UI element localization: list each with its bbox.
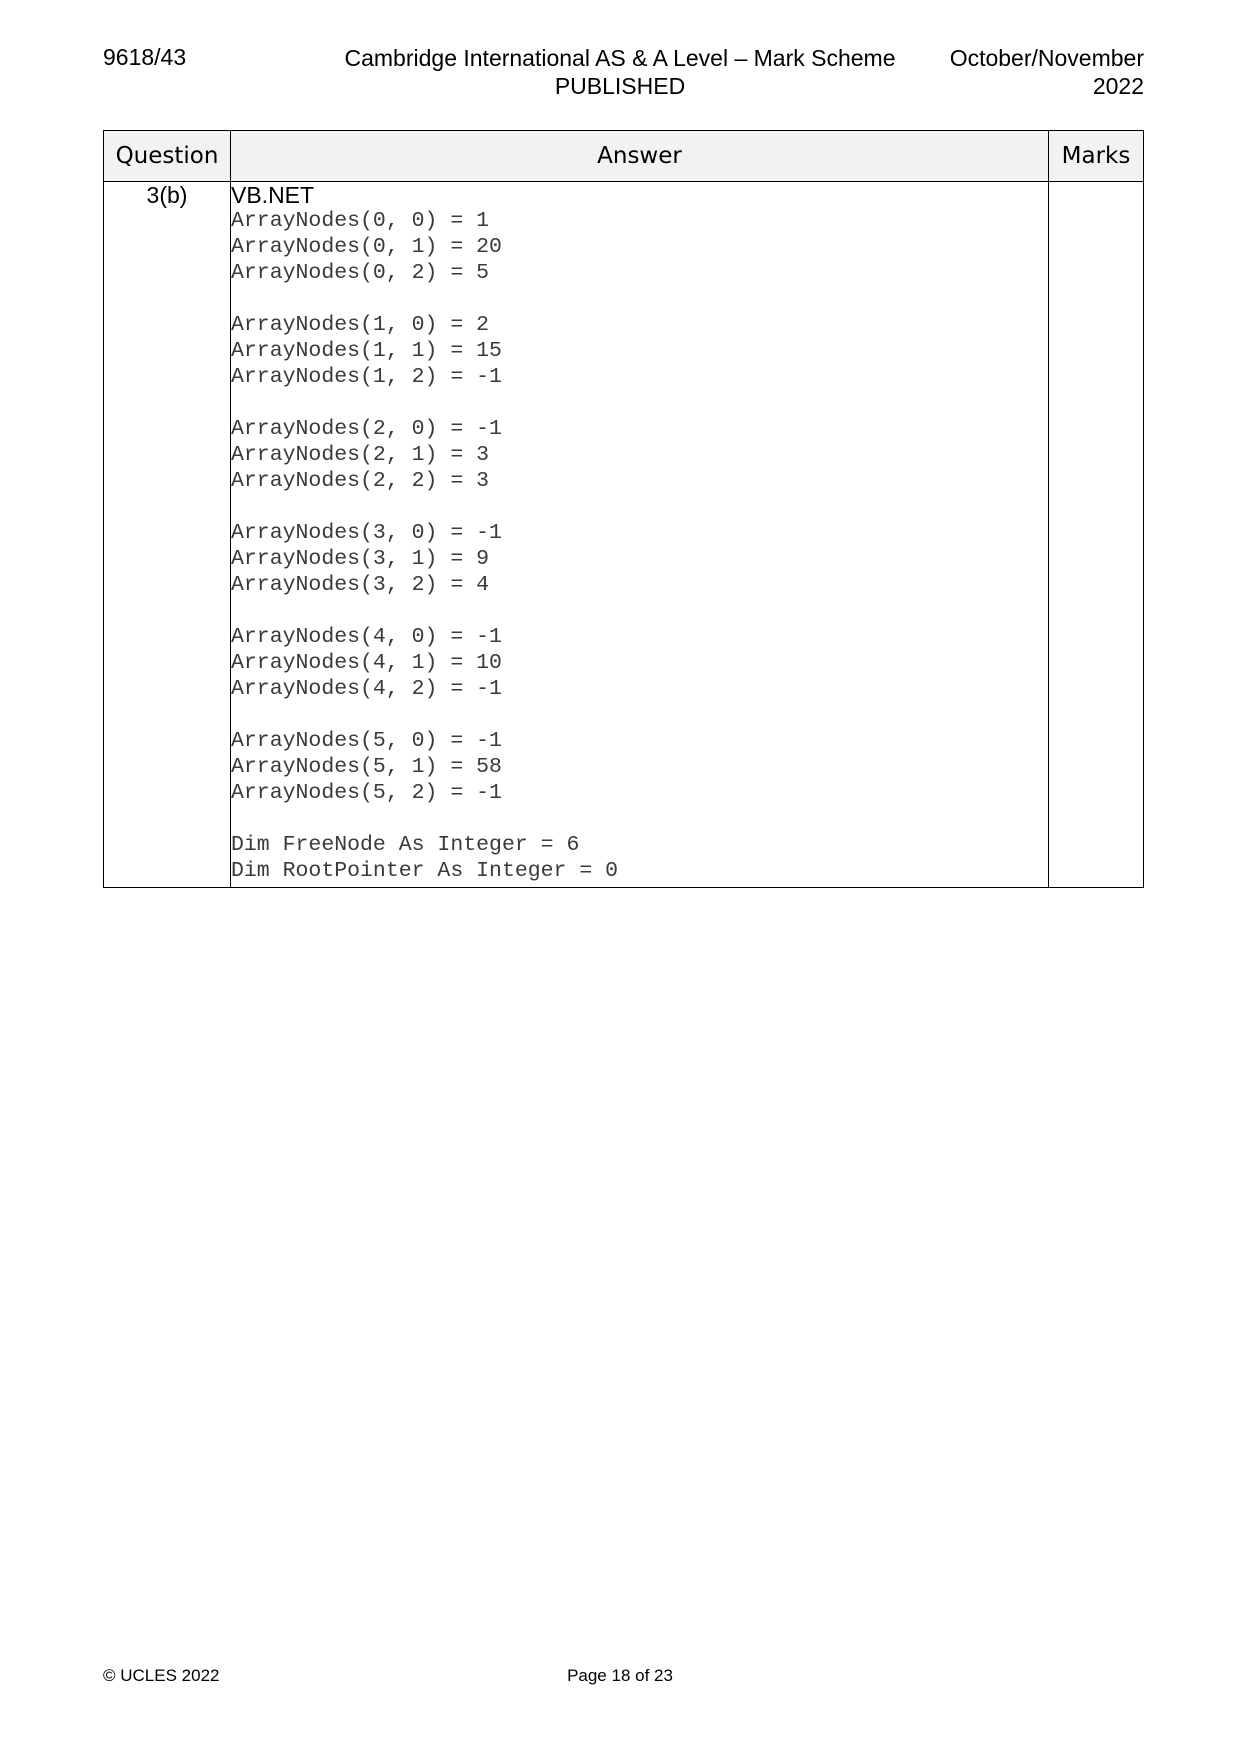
table-header-row: [104, 131, 1144, 182]
document-title: [330, 44, 910, 100]
code-line: ArrayNodes(3, 1) = 9: [231, 547, 490, 571]
code-line: ArrayNodes(5, 2) = -1: [231, 781, 502, 805]
session-line-2: 2022: [1092, 73, 1144, 99]
code-line: ArrayNodes(1, 2) = -1: [231, 365, 502, 389]
code-line: ArrayNodes(1, 0) = 2: [231, 313, 490, 337]
code-blank-line: [231, 390, 1048, 416]
session-line-1: October/November: [949, 45, 1144, 71]
code-line: ArrayNodes(5, 1) = 58: [231, 755, 502, 779]
code-line: ArrayNodes(2, 1) = 3: [231, 443, 490, 467]
marks-cell: [1049, 182, 1144, 888]
code-line: ArrayNodes(3, 0) = -1: [231, 521, 502, 545]
code-blank-line: [231, 286, 1048, 312]
code-line: Dim RootPointer As Integer = 0: [231, 859, 619, 883]
code-blank-line: [231, 494, 1048, 520]
copyright-notice: © UCLES 2022: [103, 1666, 220, 1685]
code-blank-line: [231, 702, 1048, 728]
exam-session: [950, 44, 1144, 100]
table-row: [104, 182, 1144, 888]
code-line: ArrayNodes(0, 0) = 1: [231, 209, 490, 233]
code-line: ArrayNodes(2, 0) = -1: [231, 417, 502, 441]
code-blank-line: [231, 598, 1048, 624]
page-number: Page 18 of 23: [567, 1666, 673, 1685]
title-line-1: Cambridge International AS & A Level – Mark Scheme: [344, 45, 896, 71]
code-line: ArrayNodes(1, 1) = 15: [231, 339, 502, 363]
code-listing: [231, 208, 1048, 884]
code-line: ArrayNodes(2, 2) = 3: [231, 469, 490, 493]
paper-code: 9618/43: [103, 44, 187, 70]
title-line-2: PUBLISHED: [554, 73, 686, 99]
code-line: ArrayNodes(4, 1) = 10: [231, 651, 502, 675]
answer-column-header: Answer: [231, 131, 1049, 182]
code-line: Dim FreeNode As Integer = 6: [231, 833, 580, 857]
code-line: ArrayNodes(3, 2) = 4: [231, 573, 490, 597]
language-label: VB.NET: [231, 182, 315, 208]
question-number: 3(b): [104, 182, 231, 888]
code-line: ArrayNodes(0, 1) = 20: [231, 235, 502, 259]
question-column-header: Question: [104, 131, 231, 182]
mark-scheme-table: [103, 130, 1144, 888]
code-line: ArrayNodes(4, 2) = -1: [231, 677, 502, 701]
code-line: ArrayNodes(4, 0) = -1: [231, 625, 502, 649]
code-blank-line: [231, 806, 1048, 832]
code-line: ArrayNodes(5, 0) = -1: [231, 729, 502, 753]
answer-cell: [231, 182, 1049, 888]
code-line: ArrayNodes(0, 2) = 5: [231, 261, 490, 285]
marks-column-header: Marks: [1049, 131, 1144, 182]
